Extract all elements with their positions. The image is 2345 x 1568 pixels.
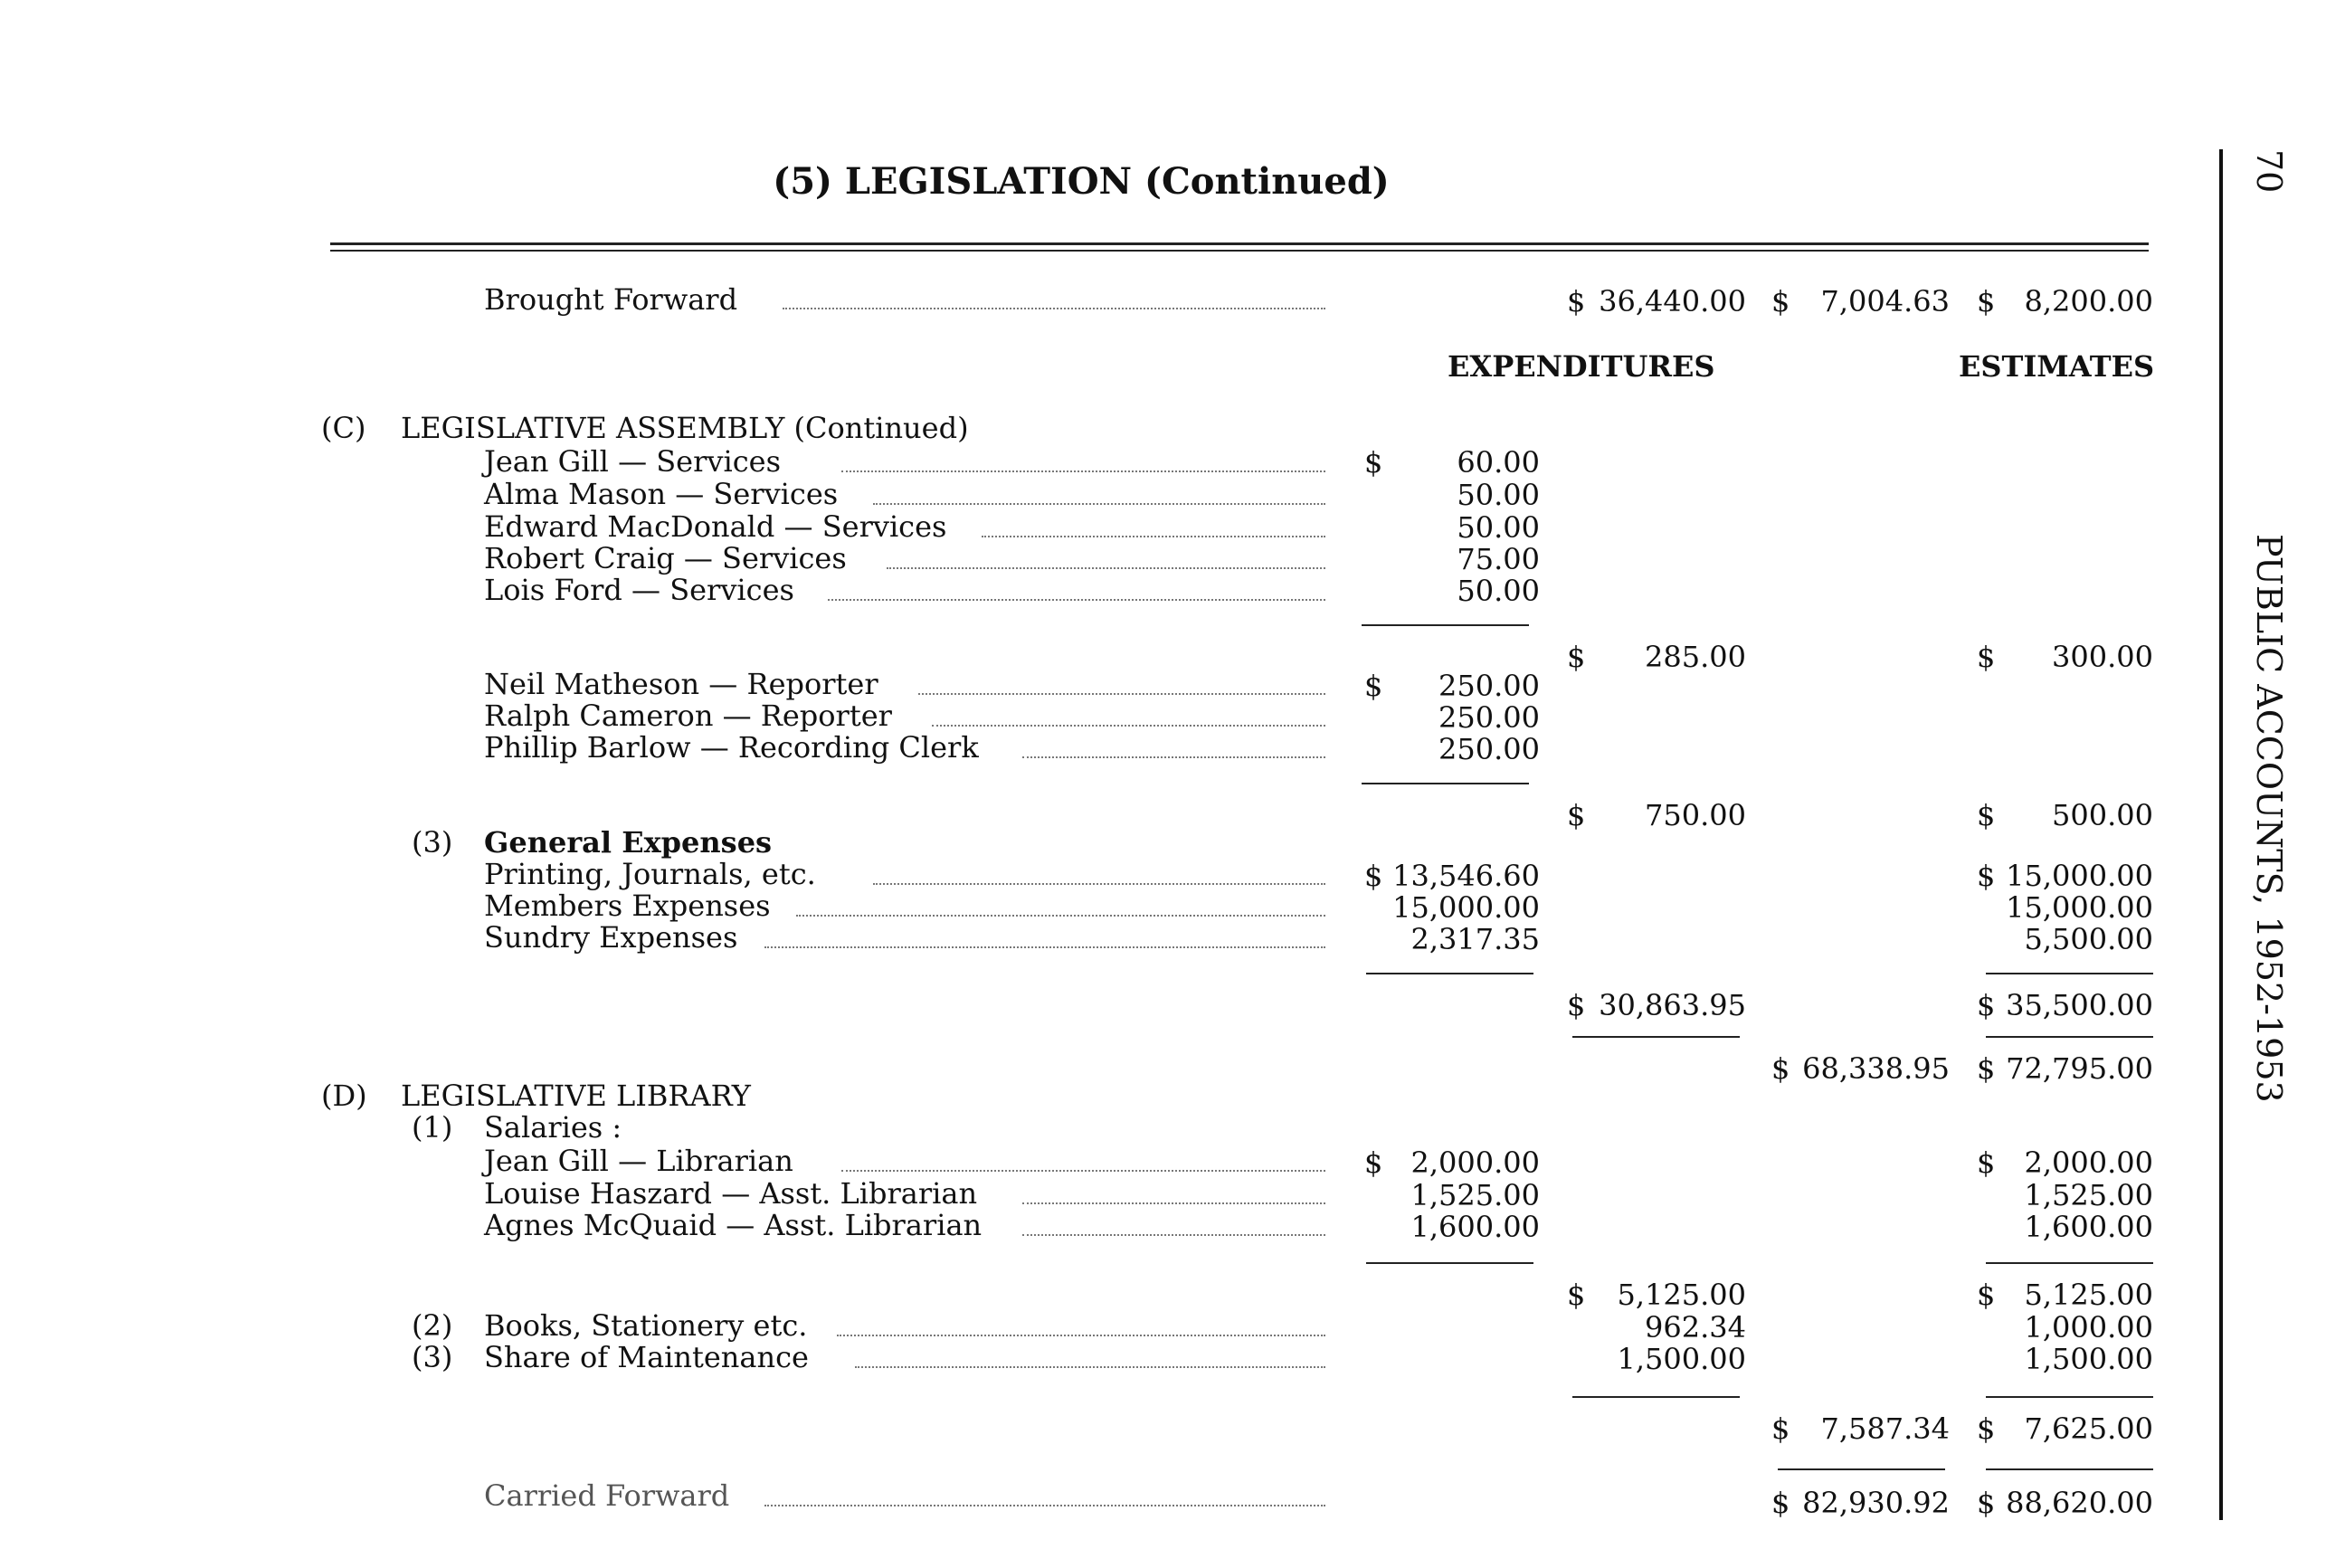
general-expenses-estimate: 35,500.00 [2006,988,2153,1022]
salary-item-estimate: 1,525.00 [2024,1178,2153,1212]
subtotal-rule [1362,783,1529,784]
carried-forward-col5: 88,620.00 [2006,1486,2153,1520]
subtotal-rule [1362,624,1529,626]
currency-symbol: $ [1977,859,1996,893]
dotted-leader [855,1366,1325,1368]
section-c-grand-total: 68,338.95 [1802,1051,1950,1086]
title-rule-1 [330,242,2149,245]
currency-symbol: $ [1977,1486,1996,1520]
carried-forward-col4: 82,930.92 [1802,1486,1950,1520]
dotted-leader [764,946,1325,948]
reporter-item-label: Ralph Cameron — Reporter [484,698,892,733]
currency-symbol: $ [1977,988,1996,1022]
salaries-estimate: 5,125.00 [2024,1278,2153,1312]
subtotal-rule [1986,1036,2153,1038]
estimates-header: ESTIMATES [1959,349,2155,384]
reporters-total: 750.00 [1645,798,1746,832]
section-c-title: LEGISLATIVE ASSEMBLY (Continued) [401,411,969,445]
services-estimate: 300.00 [2052,640,2153,674]
currency-symbol: $ [1364,1145,1383,1180]
section-c-letter: (C) [321,411,366,445]
services-total: 285.00 [1645,640,1746,674]
subtotal-rule [1986,1468,2153,1470]
currency-symbol: $ [1567,1278,1586,1312]
dotted-leader [841,470,1325,472]
dotted-leader [1022,756,1325,758]
currency-symbol: $ [1567,988,1586,1022]
salaries-total: 5,125.00 [1617,1278,1746,1312]
dotted-leader [828,599,1325,601]
currency-symbol: $ [1567,284,1586,318]
subtotal-rule [1986,973,2153,974]
subtotal-rule [1572,1396,1740,1398]
running-head: PUBLIC ACCOUNTS, 1952-1953 [2249,534,2289,1103]
service-item-label: Edward MacDonald — Services [484,509,947,544]
maintenance-number: (3) [412,1340,453,1374]
currency-symbol: $ [1771,284,1790,318]
dotted-leader [873,503,1325,505]
currency-symbol: $ [1977,640,1996,674]
title-rule-2 [330,250,2149,252]
salary-item-amount: 1,525.00 [1410,1178,1540,1212]
subtotal-rule [1986,1262,2153,1264]
service-item-amount: 50.00 [1457,478,1540,512]
reporter-item-amount: 250.00 [1438,669,1540,703]
books-estimate: 1,000.00 [2024,1310,2153,1345]
reporter-item-amount: 250.00 [1438,700,1540,735]
currency-symbol: $ [1771,1051,1790,1086]
carried-forward-label: Carried Forward [484,1478,730,1513]
currency-symbol: $ [1364,859,1383,893]
subtotal-rule [1366,973,1533,974]
margin-rule [2219,149,2223,1520]
dotted-leader [764,1505,1325,1506]
section-d-estimate: 7,625.00 [2024,1411,2153,1446]
books-label: Books, Stationery etc. [484,1308,808,1343]
general-item-label: Sundry Expenses [484,920,738,955]
salary-item-amount: 2,000.00 [1410,1145,1540,1180]
general-item-amount: 2,317.35 [1410,922,1540,956]
dotted-leader [1022,1234,1325,1236]
currency-symbol: $ [1977,284,1996,318]
brought-forward-label: Brought Forward [484,282,738,317]
currency-symbol: $ [1364,669,1383,703]
dotted-leader [918,693,1325,695]
dotted-leader [982,536,1325,537]
page-title: (5) LEGISLATION (Continued) [773,160,1390,203]
currency-symbol: $ [1364,445,1383,480]
salary-item-label: Agnes McQuaid — Asst. Librarian [484,1208,983,1242]
books-number: (2) [412,1308,453,1343]
subtotal-rule [1572,1036,1740,1038]
general-item-estimate: 5,500.00 [2024,922,2153,956]
dotted-leader [1022,1202,1325,1204]
brought-forward-col3: 36,440.00 [1599,284,1746,318]
currency-symbol: $ [1977,1411,1996,1446]
service-item-label: Robert Craig — Services [484,541,847,575]
subtotal-rule [1778,1468,1945,1470]
dotted-leader [887,567,1325,569]
service-item-label: Lois Ford — Services [484,573,794,607]
expenditures-header: EXPENDITURES [1448,349,1715,384]
books-amount: 962.34 [1645,1310,1746,1345]
general-item-amount: 13,546.60 [1392,859,1540,893]
reporter-item-label: Neil Matheson — Reporter [484,667,878,701]
maintenance-label: Share of Maintenance [484,1340,809,1374]
maintenance-estimate: 1,500.00 [2024,1342,2153,1376]
currency-symbol: $ [1977,1278,1996,1312]
currency-symbol: $ [1567,798,1586,832]
general-expenses-total: 30,863.95 [1599,988,1746,1022]
service-item-amount: 75.00 [1457,542,1540,576]
section-d-total: 7,587.34 [1820,1411,1950,1446]
service-item-label: Jean Gill — Services [484,444,781,479]
subtotal-rule [1986,1396,2153,1398]
general-item-label: Members Expenses [484,889,771,923]
salaries-number: (1) [412,1110,453,1145]
salary-item-estimate: 1,600.00 [2024,1210,2153,1244]
service-item-amount: 50.00 [1457,574,1540,608]
reporter-item-label: Phillip Barlow — Recording Clerk [484,730,979,765]
currency-symbol: $ [1771,1411,1790,1446]
section-d-letter: (D) [321,1079,367,1113]
dotted-leader [783,308,1325,309]
dotted-leader [873,883,1325,885]
salary-item-label: Louise Haszard — Asst. Librarian [484,1176,978,1211]
maintenance-amount: 1,500.00 [1617,1342,1746,1376]
general-item-estimate: 15,000.00 [2006,890,2153,925]
salary-item-estimate: 2,000.00 [2024,1145,2153,1180]
currency-symbol: $ [1977,798,1996,832]
section-c-grand-estimate: 72,795.00 [2006,1051,2153,1086]
general-item-amount: 15,000.00 [1392,890,1540,925]
brought-forward-col4: 7,004.63 [1820,284,1950,318]
currency-symbol: $ [1771,1486,1790,1520]
brought-forward-col5: 8,200.00 [2024,284,2153,318]
currency-symbol: $ [1977,1051,1996,1086]
general-expenses-title: General Expenses [484,825,773,860]
salaries-title: Salaries : [484,1110,622,1145]
service-item-label: Alma Mason — Services [484,477,839,511]
currency-symbol: $ [1567,640,1586,674]
reporters-estimate: 500.00 [2052,798,2153,832]
dotted-leader [796,915,1325,917]
subtotal-rule [1366,1262,1533,1264]
section-d-title: LEGISLATIVE LIBRARY [401,1079,751,1113]
general-item-estimate: 15,000.00 [2006,859,2153,893]
dotted-leader [932,725,1325,727]
reporter-item-amount: 250.00 [1438,732,1540,766]
service-item-amount: 60.00 [1457,445,1540,480]
general-expenses-number: (3) [412,825,453,860]
page-number: 70 [2249,149,2289,194]
currency-symbol: $ [1977,1145,1996,1180]
salary-item-label: Jean Gill — Librarian [484,1144,793,1178]
salary-item-amount: 1,600.00 [1410,1210,1540,1244]
dotted-leader [841,1170,1325,1172]
service-item-amount: 50.00 [1457,510,1540,545]
dotted-leader [837,1335,1325,1336]
general-item-label: Printing, Journals, etc. [484,857,816,891]
